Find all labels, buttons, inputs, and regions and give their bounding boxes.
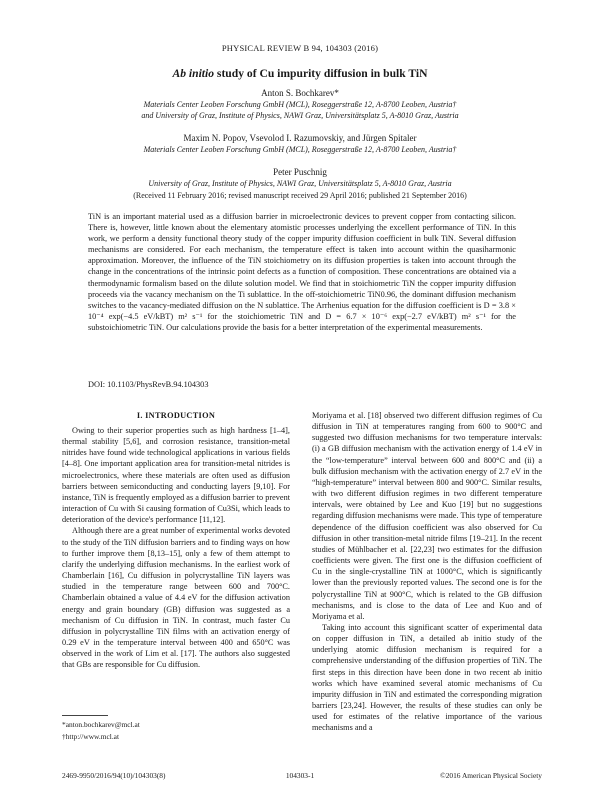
doi-label: DOI:: [88, 380, 106, 389]
right-column: [312, 410, 542, 734]
affiliation: University of Graz, Institute of Physics, NAWI Graz, Universitätsplatz 5, A-8010 Graz, Austria: [148, 179, 452, 188]
affiliation: and University of Graz, Institute of Physics, NAWI Graz, Universitätsplatz 5, A-8010 Graz, Austria: [141, 111, 459, 120]
footnote: †http://www.mcl.at: [62, 732, 119, 741]
footnote: *anton.bochkarev@mcl.at: [62, 720, 140, 729]
journal-header: PHYSICAL REVIEW B 94, 104303 (2016): [221, 43, 379, 53]
paragraph: Owing to their superior properties such as high hardness [1–4], thermal stability [5,6], and corrosion resistance, transition-metal nitrides have found wide technological applications in various fields [4–8]. One important application area for transition-metal nitrides is microelectronics, where these materials are often used as diffusion barriers between semiconducting and conducting layers [9,10]. For instance, TiN is frequently employed as a diffusion barrier to prevent interaction of Cu with Si causing formation of Cu3Si, which leads to deterioration of the device's performance [11,12].: [62, 426, 290, 525]
footnote-rule: [62, 715, 108, 716]
paragraph: Although there are a great number of experimental works devoted to the study of the TiN diffusion barriers and to finding ways on how to further improve them [8,13–15], only a few of them attempt to clarify the underlying diffusion mechanisms. In the earliest work of Chamberlain [16], Cu diffusion in polycrystalline TiN layers was studied in the temperature range between 600 and 700°C. Chamberlain obtained a value of 4.4 eV for the diffusion activation energy and grain boundary (GB) diffusion was suggested as a mechanism of Cu diffusion in TiN. In contrast, much faster Cu diffusion in polycrystalline TiN films with an activation energy of 0.29 eV in the temperature interval between 400 and 650°C was observed in the work of Lim et al. [17]. The authors also suggested that GBs are responsible for Cu diffusion.: [62, 526, 290, 670]
author-names: Anton S. Bochkarev*: [261, 88, 339, 98]
doi-link[interactable]: 10.1103/PhysRevB.94.104303: [107, 380, 209, 389]
title-italic: Ab initio: [172, 67, 215, 80]
left-column: [62, 410, 290, 670]
footer-page-number: 104303-1: [285, 771, 315, 780]
footer-issn: 2469-9950/2016/94(10)/104303(8): [62, 771, 166, 780]
footer-copyright: ©2016 American Physical Society: [440, 771, 542, 780]
section-heading: I. INTRODUCTION: [136, 411, 216, 420]
author-names: Peter Puschnig: [273, 167, 327, 177]
paper-title: [0, 67, 600, 80]
paragraph: Moriyama et al. [18] observed two different diffusion regimes of Cu diffusion in TiN at temperatures ranging from 600 to 900°C and suggested two diffusion mechanisms for two temperature intervals: (i) a GB diffusion mechanism with the activation energy of 1.4 eV in the “low-temperature” interval between 600 and 800°C and (ii) a bulk diffusion mechanism with the activation energy of 2.7 eV in the “high-temperature” interval between 800 and 900°C. Similar results, with two different diffusion regimes in two different temperature intervals, were obtained by Lee and Kuo [19] but no suggestions regarding diffusion mechanisms were made. This type of temperature dependence of the diffusion coefficient was also observed for Cu diffusion in other transition-metal nitride films [19–21]. In the recent studies of Mühlbacher et al. [22,23] two estimates for the diffusion coefficients were given. The first one is the diffusion coefficient of Cu in the single-crystalline TiN at 1000°C, which is significantly lower than the previously reported values. The second one is for the polycrystalline TiN at 900°C, which is related to the GB diffusion mechanisms, and is close to the data of Lee and Kuo and of Moriyama et al.: [312, 411, 542, 621]
affiliation: Materials Center Leoben Forschung GmbH (MCL), Roseggerstraße 12, A-8700 Leoben, Austria†: [143, 100, 457, 109]
author-names: Maxim N. Popov, Vsevolod I. Razumovskiy, and Jürgen Spitaler: [183, 133, 417, 143]
affiliation: Materials Center Leoben Forschung GmbH (MCL), Roseggerstraße 12, A-8700 Leoben, Austria†: [143, 145, 457, 154]
paragraph: Taking into account this significant scatter of experimental data on copper diffusion in TiN, a detailed ab initio study of the underlying atomic diffusion mechanism is required for a comprehensive understanding of the diffusion properties of TiN. The first steps in this direction have been done in two recent ab initio works which have examined several atomic mechanisms of Cu impurity diffusion in TiN and estimated the corresponding migration barriers [23,24]. However, the results of these studies can only be used for estimates of the relative importance of the various mechanisms and a: [312, 622, 542, 733]
abstract: TiN is an important material used as a diffusion barrier in microelectronic devices to prevent copper from contacting silicon. There is, however, little known about the elementary atomistic processes underlying the excellent performance of TiN. In this work, we perform a density functional theory study of the copper impurity diffusion coefficient in bulk TiN. Several diffusion mechanisms are considered. For each mechanism, the temperature effect is taken into account within the quasiharmonic approximation. Moreover, the influence of the TiN stoichiometry on its diffusion properties is taken into account through the change in the concentrations of the intrinsic point defects as a function of composition. These concentrations are obtained via a thermodynamic formalism based on the dilute solution model. We find that in stoichiometric TiN the copper impurity diffusion proceeds via the vacancy mechanism on the Ti sublattice. In the off-stoichiometric TiN0.96, the dominant diffusion mechanism switches to the vacancy-mediated diffusion on the N sublattice. The Arrhenius equation for the diffusion coefficient is D = 3.8 × 10⁻⁴ exp(−4.5 eV/kBT) m² s⁻¹ for the stoichiometric TiN and D = 6.7 × 10⁻⁶ exp(−2.7 eV/kBT) m² s⁻¹ for the substoichiometric TiN. Our calculations provide the basis for a better interpretation of the experimental measurements.: [88, 212, 516, 332]
doi-line: [88, 380, 208, 389]
received-dates: (Received 11 February 2016; revised manuscript received 29 April 2016; published 21 September 2016): [133, 191, 467, 200]
title-rest: study of Cu impurity diffusion in bulk TiN: [214, 67, 428, 80]
